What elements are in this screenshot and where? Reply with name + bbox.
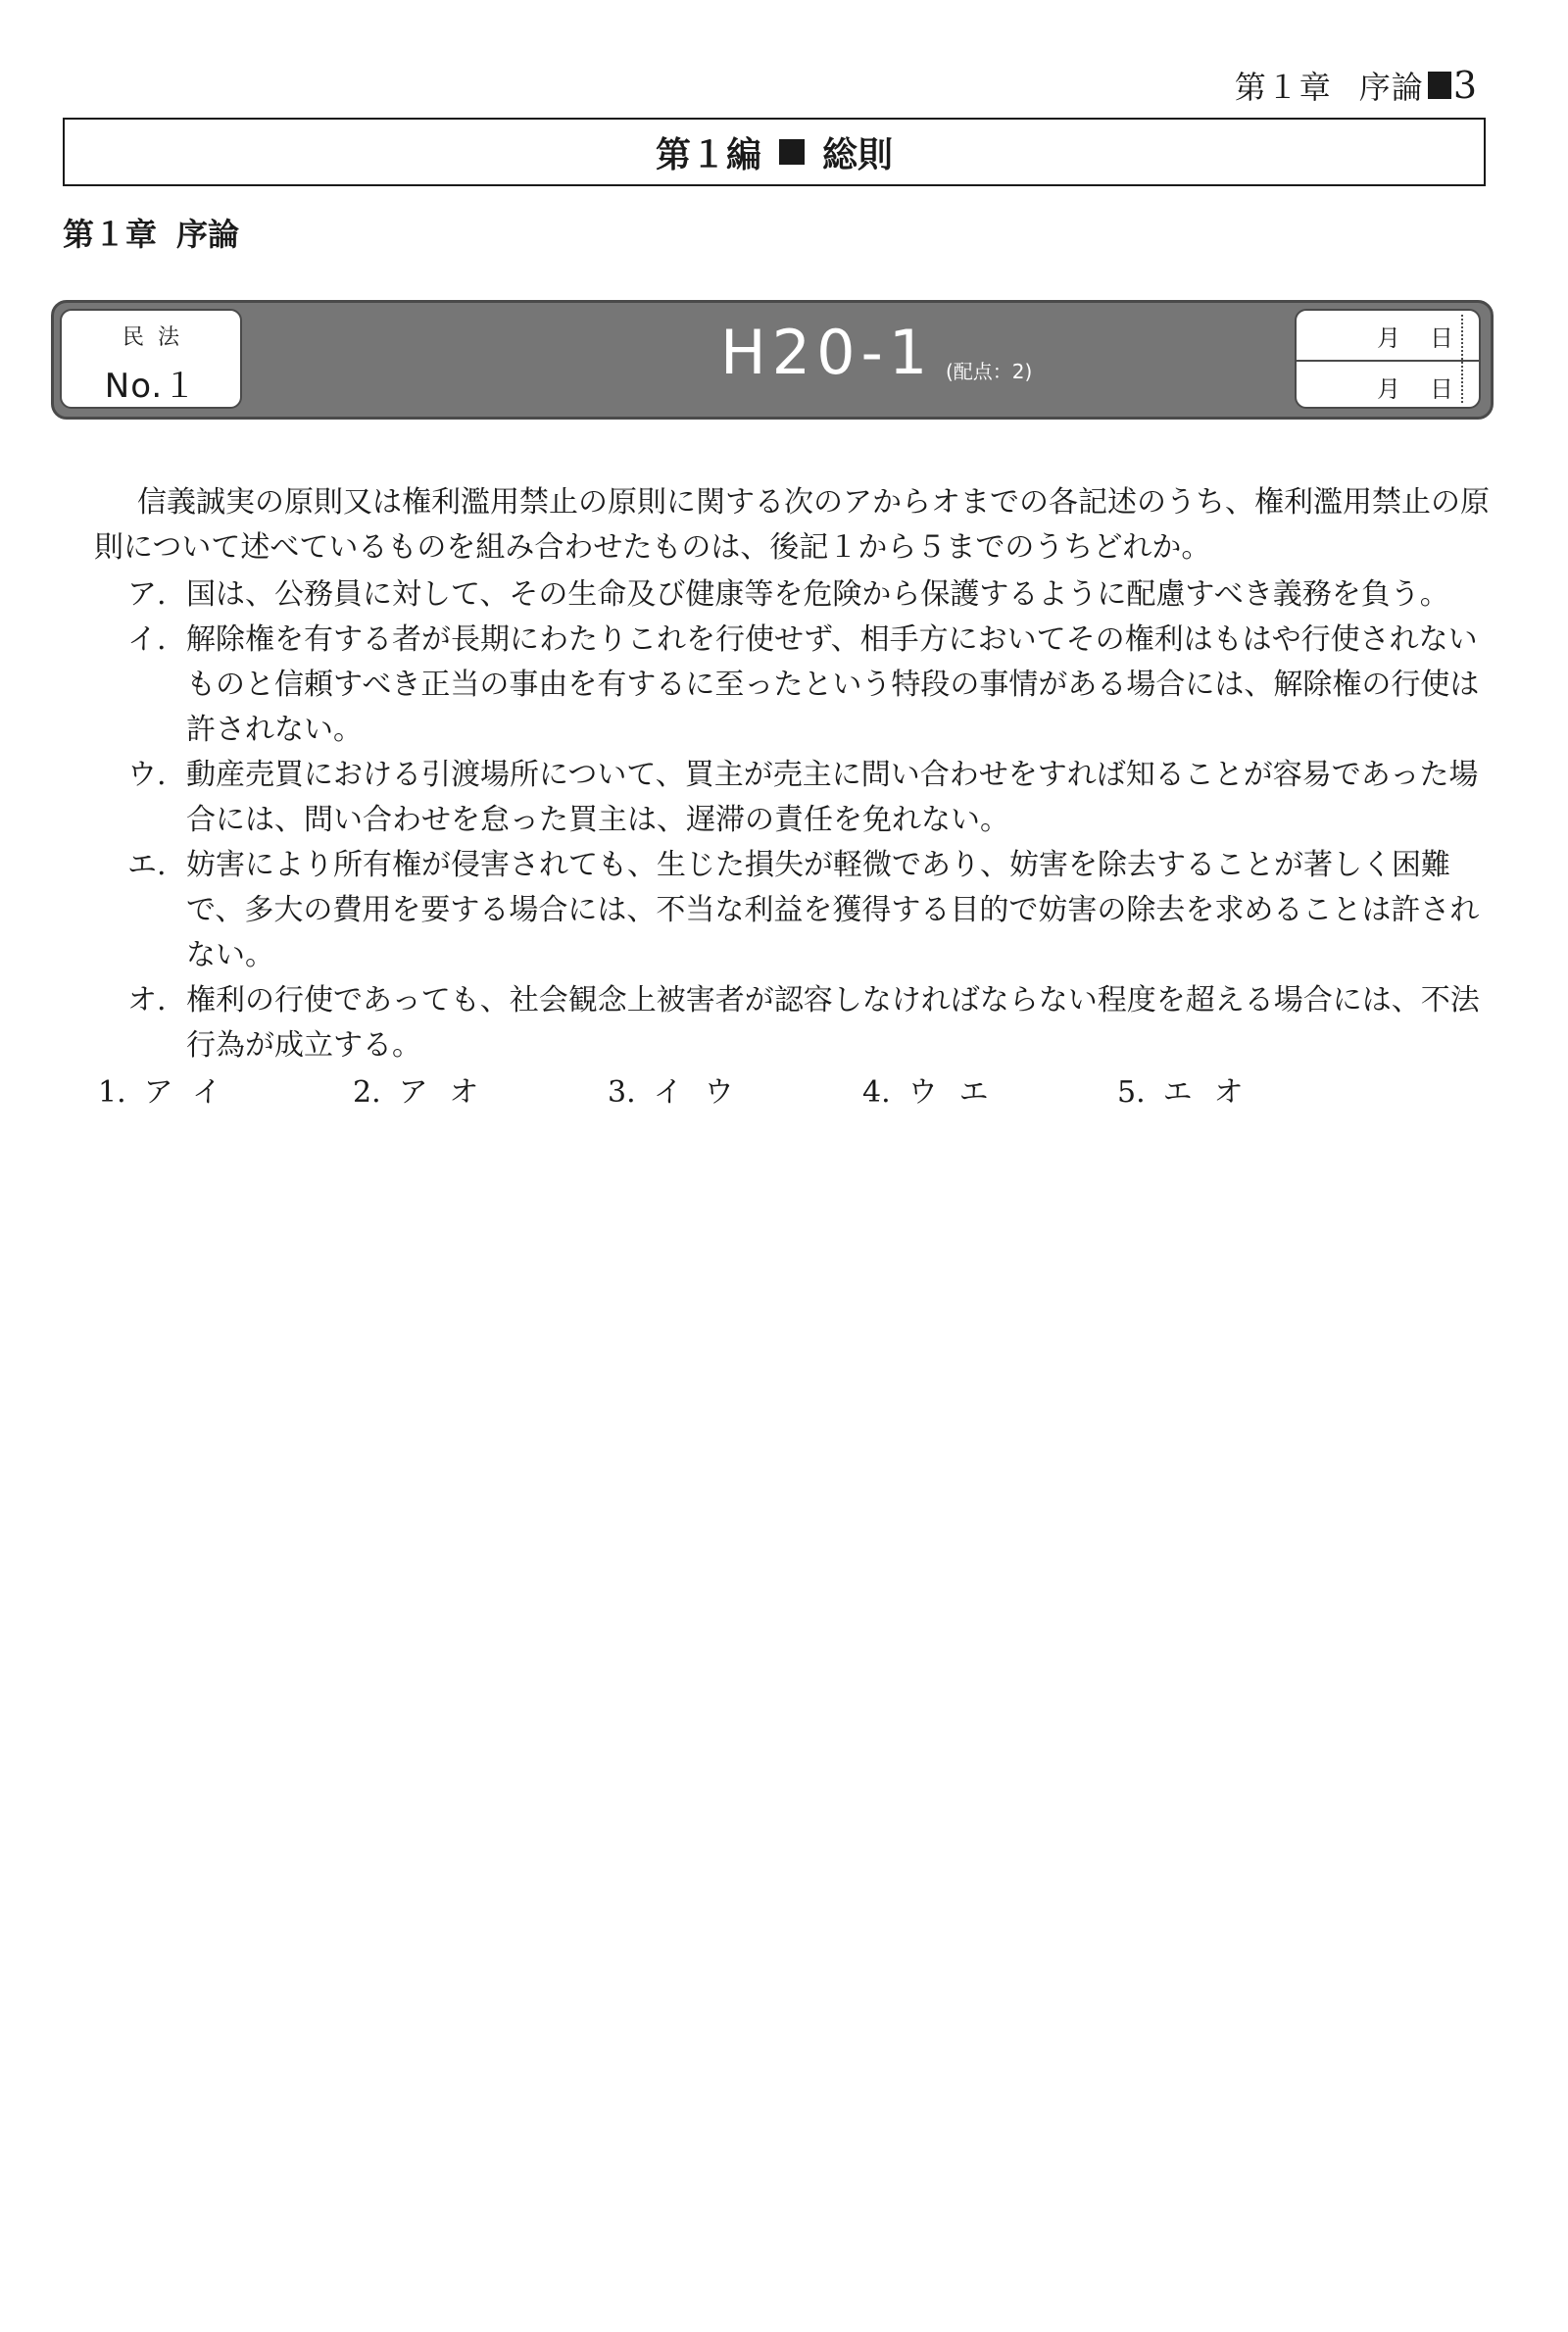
page-number: 3 [1452, 64, 1478, 107]
statement-label: イ. [127, 622, 167, 657]
chapter-heading [63, 210, 239, 255]
running-header-chapter: 第１章 [1234, 69, 1332, 106]
date-row [1297, 311, 1479, 360]
choice-combo: イウ [653, 1075, 756, 1110]
choice-number: 4. [862, 1075, 891, 1110]
problem-number: No.１ [104, 367, 198, 406]
statement-label: エ. [127, 848, 167, 882]
day-label: 日 [1430, 323, 1453, 352]
subject-label: 民法 [122, 325, 193, 350]
problem-banner [51, 300, 1494, 420]
statement-text: 動産売買における引渡場所について、買主が売主に問い合わせをすれば知ることが容易であった場合には、問い合わせを怠った買主は、遅滞の責任を免れない。 [186, 758, 1479, 837]
statement-item [127, 618, 1495, 753]
month-label: 月 [1377, 323, 1400, 352]
problem-code: H20-1 [720, 317, 934, 388]
part-title: 総則 [822, 134, 894, 175]
answer-choice-4[interactable] [862, 1070, 1117, 1116]
date-row [1297, 360, 1479, 409]
statement-item [127, 572, 1495, 618]
choice-combo: エオ [1162, 1075, 1265, 1110]
subject-box [60, 309, 242, 409]
choice-number: 3. [608, 1075, 636, 1110]
answer-choice-3[interactable] [608, 1070, 862, 1116]
question-stem: 信義誠実の原則又は権利濫用禁止の原則に関する次のアからオまでの各記述のうち、権利濫用禁止の原則について述べているものを組み合わせたものは、後記１から５までのうちどれか。 [94, 485, 1490, 565]
day-label: 日 [1430, 374, 1453, 403]
answer-choice-1[interactable] [98, 1070, 353, 1116]
statement-text: 妨害により所有権が侵害されても、生じた損失が軽微であり、妨害を除去することが著しく困難で、多大の費用を要する場合には、不当な利益を獲得する目的で妨害の除去を求めることは許されない。 [186, 848, 1480, 972]
statement-text: 国は、公務員に対して、その生命及び健康等を危険から保護するように配慮すべき義務を負う。 [186, 577, 1449, 612]
part-number: 第１編 [655, 134, 761, 175]
running-header-section: 序論 [1358, 69, 1424, 106]
choice-combo: アオ [398, 1075, 501, 1110]
statement-item [127, 753, 1495, 843]
chapter-title: 序論 [176, 216, 240, 253]
running-header [1235, 61, 1478, 110]
answer-choices [98, 1070, 1495, 1116]
choice-number: 5. [1117, 1075, 1146, 1110]
part-title-box [63, 118, 1486, 186]
statement-label: ウ. [127, 758, 167, 792]
statement-text: 解除権を有する者が長期にわたりこれを行使せず、相手方においてその権利はもはや行使されないものと信頼すべき正当の事由を有するに至ったという特段の事情がある場合には、解除権の行使は許されない。 [186, 622, 1480, 747]
choice-combo: ウエ [907, 1075, 1010, 1110]
square-bullet-icon [779, 139, 805, 165]
statement-label: オ. [127, 983, 167, 1017]
square-bullet-icon [1428, 72, 1451, 99]
statement-item [127, 978, 1495, 1068]
choice-number: 1. [98, 1075, 126, 1110]
problem-points: (配点：2) [946, 360, 1033, 383]
choice-combo: アイ [143, 1075, 243, 1110]
question-body [94, 480, 1495, 1116]
chapter-number: 第１章 [63, 216, 158, 253]
answer-choice-2[interactable] [353, 1070, 608, 1116]
answer-choice-5[interactable] [1117, 1070, 1372, 1116]
choice-number: 2. [353, 1075, 381, 1110]
statement-text: 権利の行使であっても、社会観念上被害者が認容しなければならない程度を超える場合には、不法行為が成立する。 [186, 983, 1480, 1063]
statement-label: ア. [127, 577, 167, 612]
statement-item [127, 843, 1495, 978]
study-date-box [1295, 309, 1481, 409]
month-label: 月 [1377, 374, 1400, 403]
